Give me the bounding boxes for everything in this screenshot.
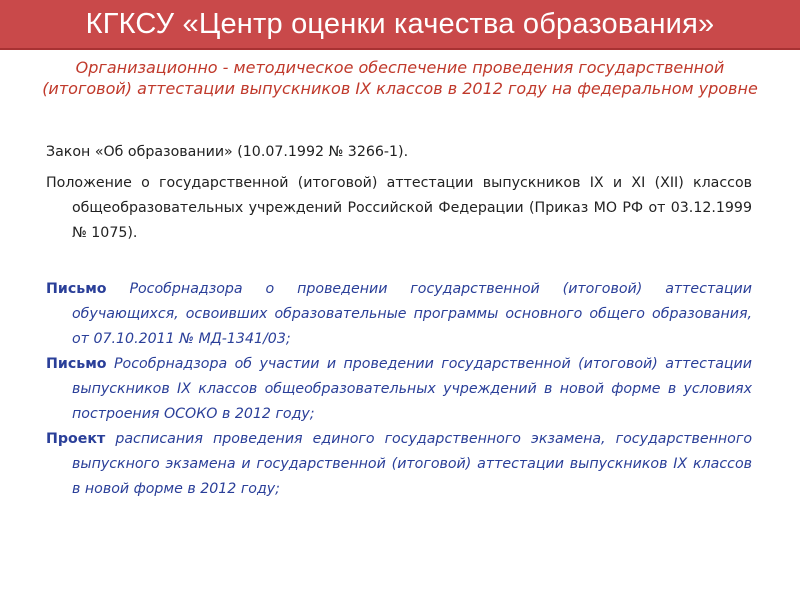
list-item-lead: Письмо	[46, 281, 107, 297]
list-item-letter-1	[46, 277, 752, 352]
list-item-regulation	[46, 171, 752, 246]
list-item-text: Рособрнадзора об участии и проведении государственной (итоговой) аттестации выпускников IX классов общеобразовательных учреждений в новой форме в условиях построения ОСОКО в 2012 году;	[72, 356, 752, 422]
document-list	[46, 140, 752, 502]
header-title: КГКСУ «Центр оценки качества образования»	[85, 8, 715, 40]
list-item-lead: Письмо	[46, 356, 107, 372]
list-item-letter-2	[46, 352, 752, 427]
list-item-text: Положение о государственной (итоговой) аттестации выпускников IX и XI (XII) классов общеобразовательных учреждений Российской Федерации (Приказ МО РФ от 03.12.1999 № 1075).	[46, 175, 752, 241]
header-banner	[0, 0, 800, 50]
slide-subtitle: Организационно - методическое обеспечение проведения государственной (итоговой) аттестации выпускников IX классов в 2012 году на федеральном уровне	[42, 58, 758, 98]
list-item-text: Рособрнадзора о проведении государственной (итоговой) аттестации обучающихся, освоивших образовательные программы основного общего образования, от 07.10.2011 № МД-1341/03;	[72, 281, 752, 347]
spacer	[46, 246, 752, 271]
list-item-project	[46, 427, 752, 502]
list-item-lead: Проект	[46, 431, 106, 447]
list-item-text: Закон «Об образовании» (10.07.1992 № 3266-1).	[46, 144, 409, 160]
list-item-text: расписания проведения единого государственного экзамена, государственного выпускного экзамена и государственной (итоговой) аттестации выпускников IX классов в новой форме в 2012 году;	[72, 431, 752, 497]
list-item-law	[46, 140, 752, 165]
